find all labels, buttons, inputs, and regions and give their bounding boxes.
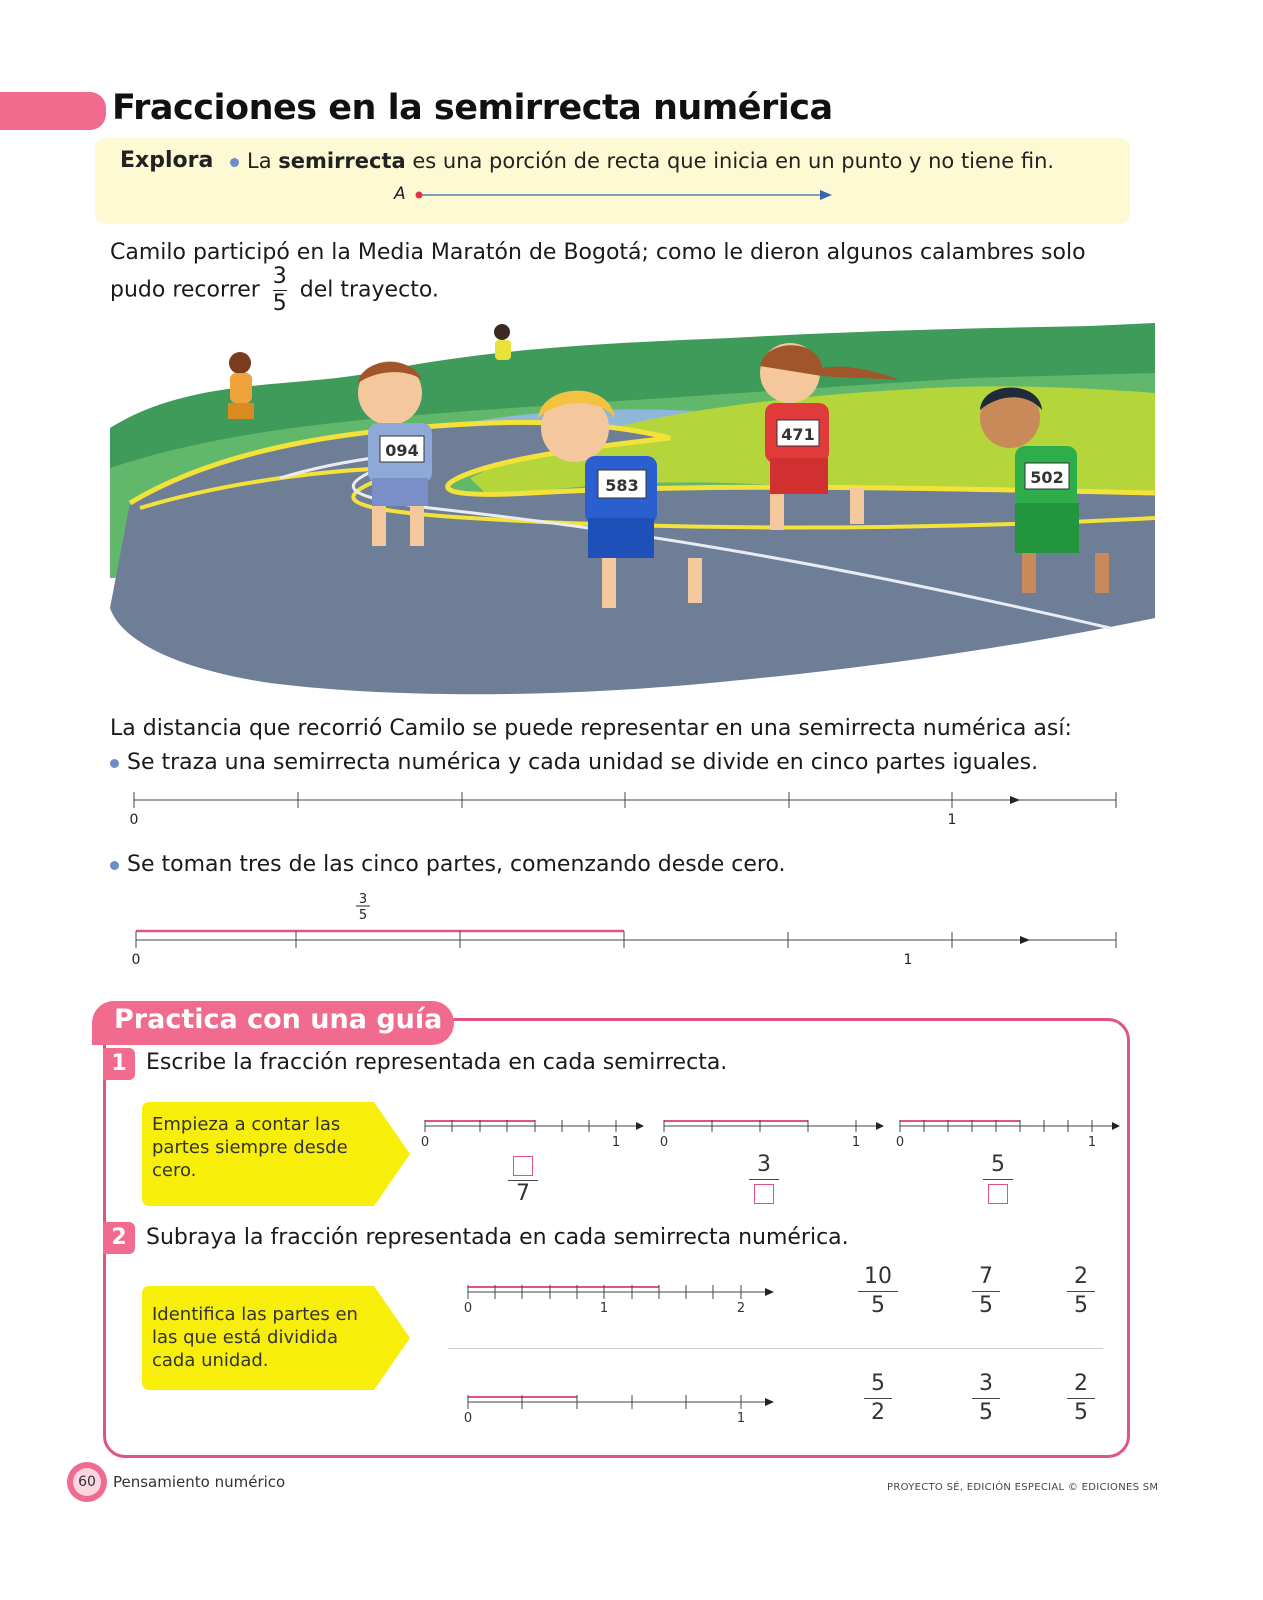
ex2-row2-choice-a[interactable]: 5 2 — [864, 1373, 892, 1424]
page-number: 60 — [73, 1468, 101, 1496]
svg-text:1: 1 — [1087, 1135, 1097, 1150]
highlight-fraction-num: 3 — [358, 892, 368, 907]
explora-definition: La semirrecta es una porción de recta que inicia en un punto y no tiene fin. — [230, 149, 1054, 173]
bib-502: 502 — [1030, 468, 1064, 487]
point-label: A — [394, 184, 406, 204]
intro-line-2: pudo recorrer $\frac{3}{5}$ del trayecto. — [110, 264, 439, 316]
section-name: Pensamiento numérico — [113, 1473, 286, 1491]
ex2-row2-choice-b[interactable]: 3 5 — [972, 1373, 1000, 1424]
ex1-line-b — [660, 1120, 884, 1150]
bib-094: 094 — [385, 441, 419, 460]
arrow-icon — [1020, 936, 1030, 944]
svg-text:0: 0 — [463, 1301, 473, 1316]
exercise-1-instruction: Escribe la fracción representada en cada semirrecta. — [146, 1050, 728, 1075]
bullet-icon — [110, 759, 119, 768]
ex2-row1-choice-b[interactable]: 7 5 — [972, 1266, 1000, 1317]
ex2-row2-choice-c[interactable]: 2 5 — [1067, 1373, 1095, 1424]
bullet-icon — [230, 158, 239, 167]
explanation-step-1: Se traza una semirrecta numérica y cada unidad se divide en cinco partes iguales. — [110, 746, 1038, 780]
tick-label-one: 1 — [903, 952, 913, 968]
footer-credit: PROYECTO SÉ, EDICIÓN ESPECIAL © EDICIONES SM — [887, 1482, 1159, 1493]
ray-origin-point — [416, 192, 423, 199]
svg-text:0: 0 — [463, 1411, 473, 1426]
svg-text:0: 0 — [895, 1135, 905, 1150]
row-divider — [448, 1348, 1103, 1349]
highlight-fraction-den: 5 — [358, 908, 368, 923]
tick-label-zero: 0 — [131, 952, 141, 968]
ray-diagram — [390, 180, 840, 210]
denominator-answer-box[interactable] — [754, 1184, 774, 1204]
bib-583: 583 — [605, 476, 639, 495]
ex2-row2-number-line — [460, 1388, 790, 1430]
bib-471: 471 — [781, 425, 815, 444]
explanation-step-2: Se toman tres de las cinco partes, comenzando desde cero. — [110, 848, 786, 882]
svg-text:0: 0 — [420, 1135, 430, 1150]
tick-label-zero: 0 — [129, 812, 139, 828]
exercise-1-hint: Empieza a contar las partes siempre desde cero. — [152, 1114, 348, 1181]
numerator-answer-box[interactable] — [513, 1156, 533, 1176]
tick-label-one: 1 — [947, 812, 957, 828]
explora-label: Explora — [120, 148, 214, 173]
intro-fraction: $\frac{3}{5}$ — [272, 264, 287, 316]
intro-line-1: Camilo participó en la Media Maratón de Bogotá; como le dieron algunos calambres solo — [110, 240, 1086, 265]
practica-title: Practica con una guía — [114, 1004, 443, 1035]
svg-text:1: 1 — [851, 1135, 861, 1150]
exercise-2-number: 2 — [103, 1222, 135, 1254]
ex2-row1-number-line — [460, 1278, 790, 1320]
bullet-icon — [110, 861, 119, 870]
exercise-1-number: 1 — [103, 1048, 135, 1080]
arrow-icon — [1010, 796, 1020, 804]
runner-background-1 — [228, 352, 254, 419]
svg-text:1: 1 — [599, 1301, 609, 1316]
ray-arrow-icon — [820, 190, 832, 200]
ex2-row1-choice-a[interactable]: 10 5 — [858, 1266, 898, 1317]
number-line-three-fifths — [120, 888, 1130, 970]
exercise-2-hint: Identifica las partes en las que está dividida cada unidad. — [152, 1304, 358, 1371]
marathon-illustration — [110, 318, 1155, 703]
ex1-answer-a: 7 — [508, 1156, 538, 1205]
exercise-1-number-lines — [418, 1112, 1138, 1152]
explanation-line: La distancia que recorrió Camilo se puede representar en una semirrecta numérica así: — [110, 716, 1072, 741]
number-line-fifths — [120, 785, 1130, 830]
semirrecta-term: semirrecta — [278, 149, 406, 173]
runner-background-2 — [494, 324, 511, 360]
exercise-2-instruction: Subraya la fracción representada en cada semirrecta numérica. — [146, 1225, 849, 1250]
ex1-answer-c: 5 — [983, 1154, 1013, 1204]
ex1-line-c — [896, 1120, 1120, 1150]
svg-text:1: 1 — [611, 1135, 621, 1150]
ex2-row1-choice-c[interactable]: 2 5 — [1067, 1266, 1095, 1317]
svg-text:0: 0 — [659, 1135, 669, 1150]
title-tab-decoration — [0, 92, 106, 130]
ex1-line-a — [421, 1120, 644, 1150]
page-title: Fracciones en la semirrecta numérica — [112, 88, 833, 128]
ex1-answer-b: 3 — [749, 1154, 779, 1204]
svg-text:2: 2 — [736, 1301, 746, 1316]
denominator-answer-box[interactable] — [988, 1184, 1008, 1204]
svg-text:1: 1 — [736, 1411, 746, 1426]
